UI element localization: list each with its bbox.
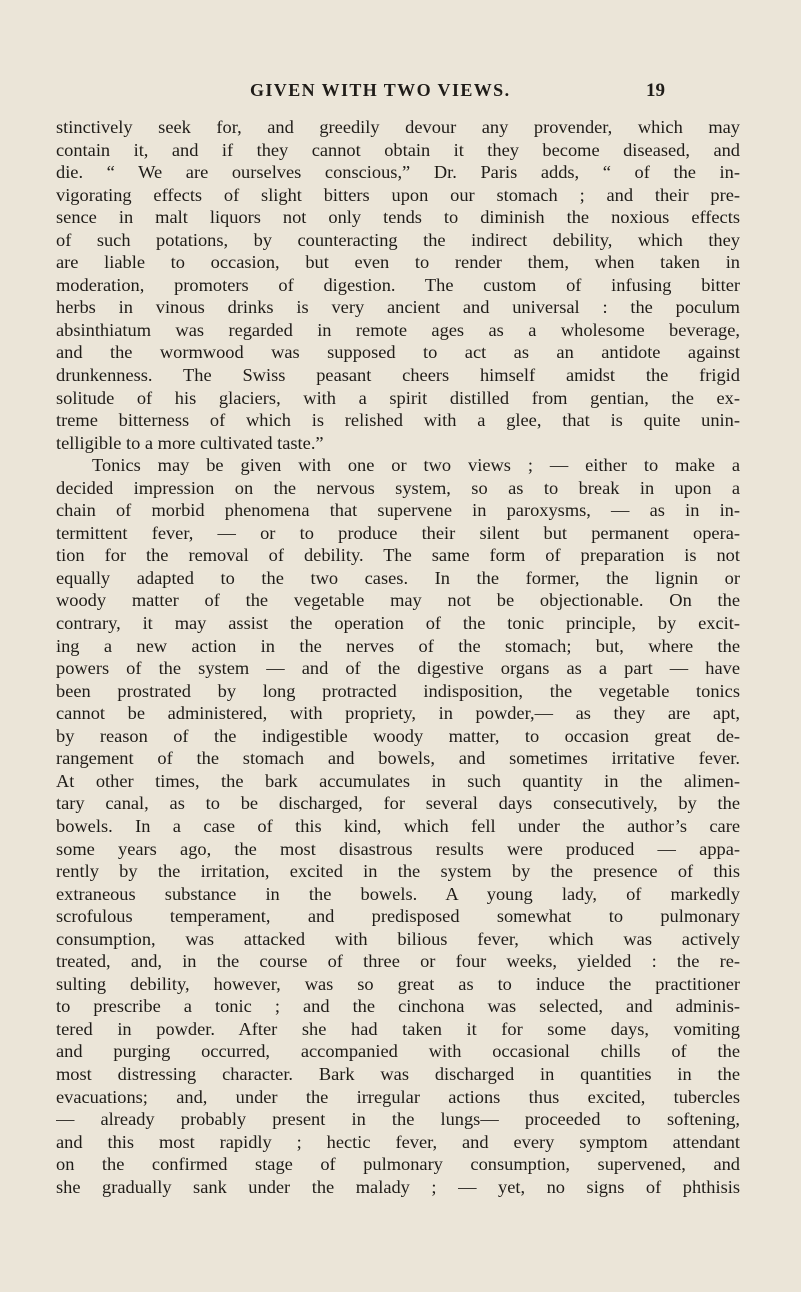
text-line: treated, and, in the course of three or four weeks, yielded : the re- <box>56 951 740 972</box>
text-line: — already probably present in the lungs— proceeded to softening, <box>56 1109 740 1130</box>
text-line: telligible to a more cultivated taste.” <box>56 432 324 453</box>
text-line: decided impression on the nervous system, so as to break in upon a <box>56 477 740 498</box>
text-line: absinthiatum was regarded in remote ages as a wholesome beverage, <box>56 319 740 340</box>
text-line: are liable to occasion, but even to render them, when taken in <box>56 252 740 273</box>
text-line: most distressing character. Bark was discharged in quantities in the <box>56 1063 740 1084</box>
text-line: termittent fever, — or to produce their silent but permanent opera- <box>56 522 740 543</box>
text-line: scrofulous temperament, and predisposed somewhat to pulmonary <box>56 906 740 927</box>
text-line: cannot be administered, with propriety, in powder,— as they are apt, <box>56 703 740 724</box>
text-line: drunkenness. The Swiss peasant cheers himself amidst the frigid <box>56 365 740 386</box>
text-line: rangement of the stomach and bowels, and sometimes irritative fever. <box>56 748 740 769</box>
text-line: herbs in vinous drinks is very ancient and universal : the poculum <box>56 297 740 318</box>
text-line: At other times, the bark accumulates in such quantity in the alimen- <box>56 770 740 791</box>
text-line: consumption, was attacked with bilious fever, which was actively <box>56 928 740 949</box>
text-line: chain of morbid phenomena that supervene in paroxysms, — as in in- <box>56 500 740 521</box>
text-line: to prescribe a tonic ; and the cinchona was selected, and adminis- <box>56 996 740 1017</box>
text-line: and the wormwood was supposed to act as an antidote against <box>56 342 740 363</box>
page-header <box>0 80 801 108</box>
text-line: equally adapted to the two cases. In the former, the lignin or <box>56 567 740 588</box>
text-line: stinctively seek for, and greedily devour any provender, which may <box>56 117 740 137</box>
text-line: sulting debility, however, was so great as to induce the practitioner <box>56 973 740 994</box>
running-head: GIVEN WITH TWO VIEWS. <box>250 80 511 100</box>
text-line: die. “ We are ourselves conscious,” Dr. Paris adds, “ of the in- <box>56 162 740 183</box>
paragraph-start-line: Tonics may be given with one or two views ; — either to make a <box>92 455 740 476</box>
text-line: extraneous substance in the bowels. A young lady, of markedly <box>56 883 740 904</box>
text-line: contrary, it may assist the operation of the tonic principle, by excit- <box>56 613 740 634</box>
text-line: powers of the system — and of the digestive organs as a part — have <box>56 658 740 679</box>
page-number: 19 <box>646 80 665 101</box>
text-line: ing a new action in the nerves of the stomach; but, where the <box>56 635 740 656</box>
text-line: and purging occurred, accompanied with occasional chills of the <box>56 1041 740 1062</box>
text-line: on the confirmed stage of pulmonary consumption, supervened, and <box>56 1154 740 1175</box>
text-line: tary canal, as to be discharged, for several days consecutively, by the <box>56 793 740 814</box>
text-line: tion for the removal of debility. The same form of preparation is not <box>56 545 740 566</box>
text-line: contain it, and if they cannot obtain it they become diseased, and <box>56 139 740 160</box>
text-line: been prostrated by long protracted indisposition, the vegetable tonics <box>56 680 740 701</box>
text-line: of such potations, by counteracting the indirect debility, which they <box>56 229 740 250</box>
text-line: tered in powder. After she had taken it for some days, vomiting <box>56 1018 740 1039</box>
text-line: treme bitterness of which is relished with a glee, that is quite unin- <box>56 410 740 431</box>
text-line: rently by the irritation, excited in the system by the presence of this <box>56 861 740 882</box>
text-line: solitude of his glaciers, with a spirit distilled from gentian, the ex- <box>56 387 740 408</box>
text-line: evacuations; and, under the irregular actions thus excited, tubercles <box>56 1086 740 1107</box>
body-text <box>56 116 740 1198</box>
text-line: moderation, promoters of digestion. The custom of infusing bitter <box>56 274 740 295</box>
text-line: some years ago, the most disastrous results were produced — appa- <box>56 838 740 859</box>
text-line: she gradually sank under the malady ; — yet, no signs of phthisis <box>56 1176 740 1197</box>
text-line: and this most rapidly ; hectic fever, and every symptom attendant <box>56 1131 740 1152</box>
text-line: by reason of the indigestible woody matter, to occasion great de- <box>56 725 740 746</box>
text-line: bowels. In a case of this kind, which fell under the author’s care <box>56 815 740 836</box>
text-line: woody matter of the vegetable may not be objectionable. On the <box>56 590 740 611</box>
text-line: sence in malt liquors not only tends to diminish the noxious effects <box>56 207 740 228</box>
text-line: vigorating effects of slight bitters upon our stomach ; and their pre- <box>56 184 740 205</box>
